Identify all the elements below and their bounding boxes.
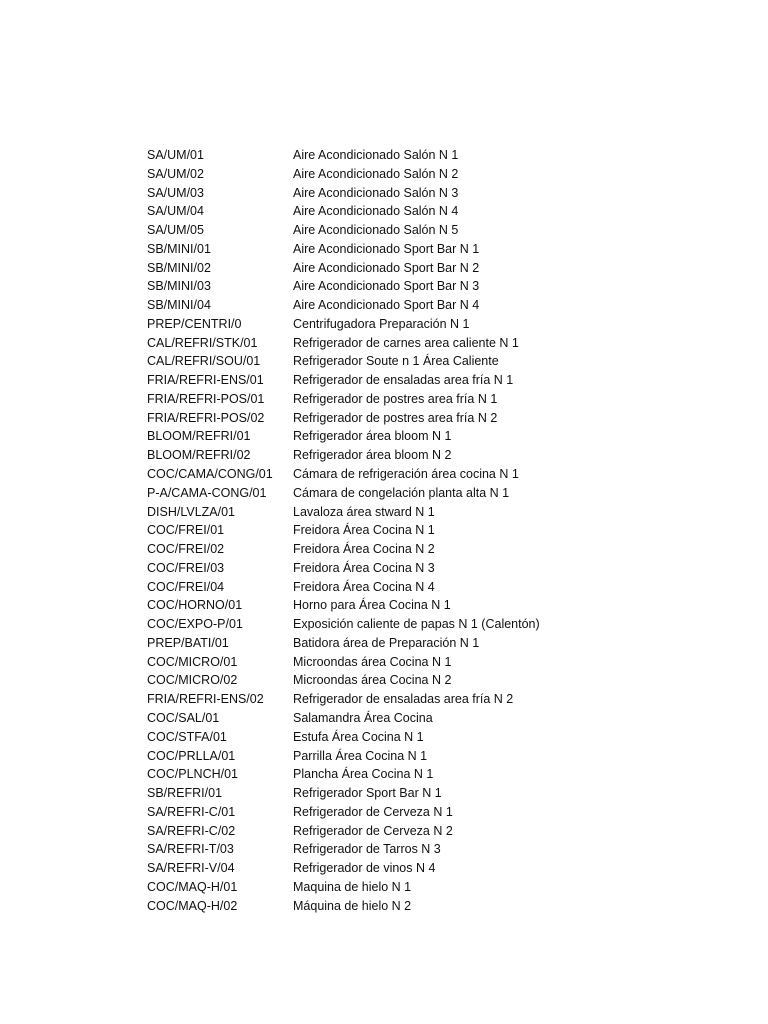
list-item bbox=[147, 578, 587, 597]
equipment-description: Exposición caliente de papas N 1 (Calentón) bbox=[293, 617, 540, 632]
equipment-code: SA/REFRI-C/01 bbox=[147, 804, 236, 819]
equipment-list bbox=[147, 146, 587, 915]
equipment-description: Centrifugadora Preparación N 1 bbox=[293, 316, 470, 331]
list-item bbox=[147, 277, 587, 296]
equipment-code: FRIA/REFRI-ENS/02 bbox=[147, 692, 264, 707]
list-item bbox=[147, 559, 587, 578]
equipment-description: Refrigerador de ensaladas area fría N 1 bbox=[293, 373, 514, 388]
list-item bbox=[147, 728, 587, 747]
equipment-description: Parrilla Área Cocina N 1 bbox=[293, 748, 428, 763]
equipment-code: FRIA/REFRI-POS/01 bbox=[147, 391, 265, 406]
equipment-code: SB/MINI/02 bbox=[147, 260, 211, 275]
equipment-code: COC/HORNO/01 bbox=[147, 598, 243, 613]
equipment-description: Refrigerador de ensaladas area fría N 2 bbox=[293, 692, 514, 707]
equipment-description: Refrigerador de Cerveza N 1 bbox=[293, 804, 453, 819]
equipment-description: Microondas área Cocina N 2 bbox=[293, 673, 452, 688]
list-item bbox=[147, 615, 587, 634]
equipment-description: Refrigerador Sport Bar N 1 bbox=[293, 786, 442, 801]
equipment-code: BLOOM/REFRI/01 bbox=[147, 429, 251, 444]
equipment-code: P-A/CAMA-CONG/01 bbox=[147, 485, 267, 500]
equipment-code: COC/FREI/01 bbox=[147, 523, 225, 538]
list-item bbox=[147, 352, 587, 371]
equipment-description: Refrigerador de carnes area caliente N 1 bbox=[293, 335, 519, 350]
equipment-code: COC/FREI/02 bbox=[147, 542, 225, 557]
equipment-code: COC/FREI/03 bbox=[147, 560, 225, 575]
equipment-description: Refrigerador de postres area fría N 2 bbox=[293, 410, 498, 425]
equipment-code: CAL/REFRI/STK/01 bbox=[147, 335, 258, 350]
equipment-code: COC/PLNCH/01 bbox=[147, 767, 238, 782]
equipment-description: Estufa Área Cocina N 1 bbox=[293, 729, 424, 744]
equipment-description: Cámara de refrigeración área cocina N 1 bbox=[293, 467, 519, 482]
list-item bbox=[147, 165, 587, 184]
equipment-code: SA/UM/01 bbox=[147, 148, 204, 162]
list-item bbox=[147, 521, 587, 540]
equipment-code: SA/REFRI-T/03 bbox=[147, 842, 234, 857]
equipment-description: Horno para Área Cocina N 1 bbox=[293, 598, 451, 613]
equipment-code: COC/CAMA/CONG/01 bbox=[147, 467, 273, 482]
equipment-code: SB/MINI/04 bbox=[147, 298, 211, 313]
list-item bbox=[147, 709, 587, 728]
equipment-code: COC/FREI/04 bbox=[147, 579, 225, 594]
list-item bbox=[147, 240, 587, 259]
equipment-code: COC/STFA/01 bbox=[147, 729, 227, 744]
list-item bbox=[147, 259, 587, 278]
equipment-code: SA/UM/05 bbox=[147, 223, 204, 238]
list-item bbox=[147, 747, 587, 766]
equipment-code: COC/MICRO/01 bbox=[147, 654, 238, 669]
equipment-code: SA/UM/03 bbox=[147, 185, 204, 200]
equipment-code: SA/REFRI-V/04 bbox=[147, 861, 235, 876]
equipment-description: Cámara de congelación planta alta N 1 bbox=[293, 485, 510, 500]
list-item bbox=[147, 803, 587, 822]
equipment-code: SA/REFRI-C/02 bbox=[147, 823, 236, 838]
equipment-code: COC/PRLLA/01 bbox=[147, 748, 236, 763]
equipment-code: SA/UM/02 bbox=[147, 166, 204, 181]
equipment-description: Freidora Área Cocina N 3 bbox=[293, 560, 435, 575]
equipment-code: SB/REFRI/01 bbox=[147, 786, 223, 801]
equipment-description: Refrigerador área bloom N 2 bbox=[293, 448, 452, 463]
equipment-description: Freidora Área Cocina N 4 bbox=[293, 579, 435, 594]
equipment-code: SB/MINI/03 bbox=[147, 279, 211, 294]
list-item bbox=[147, 690, 587, 709]
list-item bbox=[147, 822, 587, 841]
list-item bbox=[147, 596, 587, 615]
list-item bbox=[147, 503, 587, 522]
equipment-code: COC/MAQ-H/02 bbox=[147, 898, 238, 913]
equipment-code: SB/MINI/01 bbox=[147, 241, 211, 256]
list-item bbox=[147, 859, 587, 878]
equipment-description: Refrigerador de Cerveza N 2 bbox=[293, 823, 453, 838]
list-item bbox=[147, 202, 587, 221]
equipment-description: Aire Acondicionado Salón N 1 bbox=[293, 148, 459, 162]
equipment-description: Máquina de hielo N 2 bbox=[293, 898, 412, 913]
equipment-description: Aire Acondicionado Sport Bar N 4 bbox=[293, 298, 480, 313]
list-item bbox=[147, 878, 587, 897]
list-item bbox=[147, 840, 587, 859]
equipment-description: Refrigerador Soute n 1 Área Caliente bbox=[293, 354, 499, 369]
list-item bbox=[147, 146, 587, 165]
list-item bbox=[147, 446, 587, 465]
equipment-code: FRIA/REFRI-POS/02 bbox=[147, 410, 265, 425]
list-item bbox=[147, 184, 587, 203]
equipment-code: PREP/CENTRI/0 bbox=[147, 316, 242, 331]
list-item bbox=[147, 409, 587, 428]
list-item bbox=[147, 671, 587, 690]
equipment-description: Maquina de hielo N 1 bbox=[293, 879, 412, 894]
equipment-description: Aire Acondicionado Salón N 2 bbox=[293, 166, 459, 181]
equipment-description: Freidora Área Cocina N 2 bbox=[293, 542, 435, 557]
equipment-code: CAL/REFRI/SOU/01 bbox=[147, 354, 261, 369]
equipment-description: Refrigerador área bloom N 1 bbox=[293, 429, 452, 444]
list-item bbox=[147, 540, 587, 559]
list-item bbox=[147, 296, 587, 315]
equipment-description: Aire Acondicionado Sport Bar N 3 bbox=[293, 279, 480, 294]
equipment-description: Freidora Área Cocina N 1 bbox=[293, 523, 435, 538]
list-item bbox=[147, 221, 587, 240]
equipment-description: Microondas área Cocina N 1 bbox=[293, 654, 452, 669]
equipment-description: Aire Acondicionado Sport Bar N 1 bbox=[293, 241, 480, 256]
equipment-description: Refrigerador de postres area fría N 1 bbox=[293, 391, 498, 406]
equipment-code: PREP/BATI/01 bbox=[147, 635, 229, 650]
equipment-description: Salamandra Área Cocina bbox=[293, 710, 433, 725]
list-item bbox=[147, 371, 587, 390]
equipment-description: Aire Acondicionado Salón N 3 bbox=[293, 185, 459, 200]
equipment-code: BLOOM/REFRI/02 bbox=[147, 448, 251, 463]
list-item bbox=[147, 653, 587, 672]
list-item bbox=[147, 427, 587, 446]
equipment-code: COC/EXPO-P/01 bbox=[147, 617, 243, 632]
equipment-code: COC/MAQ-H/01 bbox=[147, 879, 238, 894]
equipment-description: Refrigerador de Tarros N 3 bbox=[293, 842, 441, 857]
list-item bbox=[147, 315, 587, 334]
list-item bbox=[147, 484, 587, 503]
equipment-description: Aire Acondicionado Salón N 5 bbox=[293, 223, 459, 238]
equipment-description: Aire Acondicionado Sport Bar N 2 bbox=[293, 260, 480, 275]
list-item bbox=[147, 784, 587, 803]
equipment-description: Batidora área de Preparación N 1 bbox=[293, 635, 480, 650]
equipment-description: Refrigerador de vinos N 4 bbox=[293, 861, 436, 876]
equipment-code: DISH/LVLZA/01 bbox=[147, 504, 236, 519]
list-item bbox=[147, 897, 587, 916]
equipment-code: COC/SAL/01 bbox=[147, 710, 220, 725]
equipment-description: Aire Acondicionado Salón N 4 bbox=[293, 204, 459, 219]
list-item bbox=[147, 465, 587, 484]
list-item bbox=[147, 390, 587, 409]
equipment-description: Plancha Área Cocina N 1 bbox=[293, 767, 434, 782]
list-item bbox=[147, 634, 587, 653]
list-item bbox=[147, 765, 587, 784]
equipment-code: COC/MICRO/02 bbox=[147, 673, 238, 688]
equipment-code: SA/UM/04 bbox=[147, 204, 204, 219]
equipment-description: Lavaloza área stward N 1 bbox=[293, 504, 435, 519]
equipment-code: FRIA/REFRI-ENS/01 bbox=[147, 373, 264, 388]
list-item bbox=[147, 334, 587, 353]
